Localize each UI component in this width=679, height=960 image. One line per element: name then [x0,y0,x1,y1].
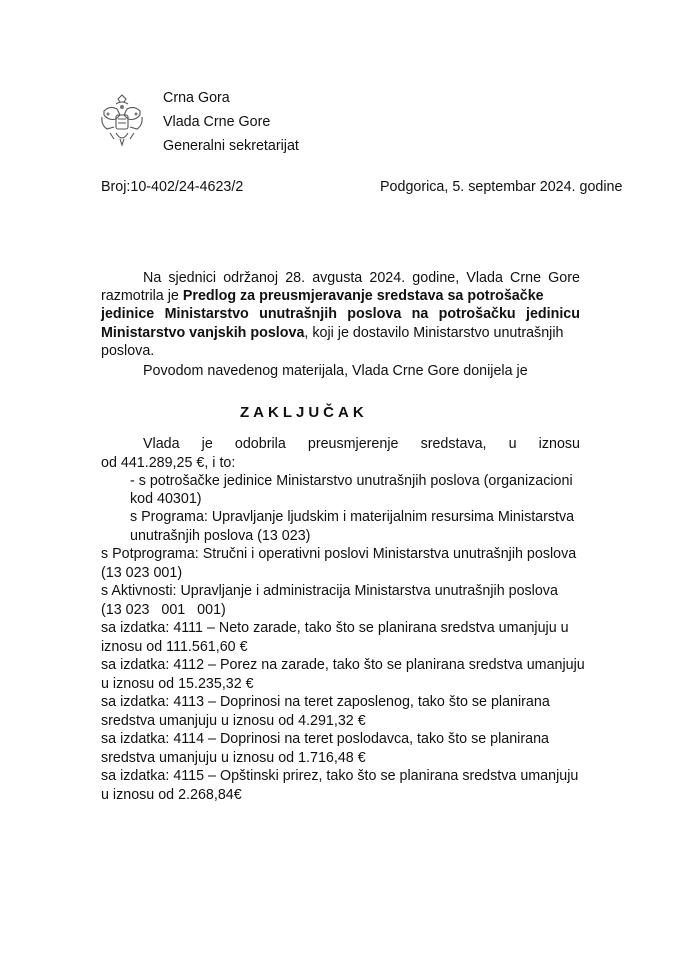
body-line-14: u iznosu od 15.235,32 € [101,676,254,692]
body-line-19: sa izdatka: 4115 – Opštinski prirez, tako što se planirana sredstva umanjuju [101,768,579,784]
body-line-4: kod 40301) [130,491,202,507]
body-line-1: Vlada je odobrila preusmjerenje sredstava, u iznosu [143,436,580,452]
header-government: Vlada Crne Gore [163,114,271,130]
intro-line-3: jedinice Ministarstvo unutrašnjih poslova na potrošačku jedinicu [101,306,580,322]
place-date: Podgorica, 5. septembar 2024. godine [380,179,623,195]
body-line-12: iznosu od 111.561,60 € [101,639,248,655]
body-line-10: (13 023 001 001) [101,602,226,618]
intro-line-1: Na sjednici održanoj 28. avgusta 2024. godine, Vlada Crne Gore [143,270,580,286]
decision-heading: ZAKLJUČAK [240,404,368,421]
body-line-5: s Programa: Upravljanje ljudskim i materijalnim resursima Ministarstva [130,509,575,525]
body-line-6: unutrašnjih poslova (13 023) [130,528,311,544]
header-country: Crna Gora [163,90,230,106]
issuer-header [163,86,299,158]
reference-number: Broj:10-402/24-4623/2 [101,179,244,195]
intro-line-6: Povodom navedenog materijala, Vlada Crne Gore donijela je [143,363,528,379]
body-line-7: s Potprograma: Stručni i operativni poslovi Ministarstva unutrašnjih poslova [101,546,577,562]
header-secretariat: Generalni sekretarijat [163,138,299,154]
body-line-16: sredstva umanjuju u iznosu od 4.291,32 € [101,713,366,729]
body-line-8: (13 023 001) [101,565,183,581]
body-line-20: u iznosu od 2.268,84€ [101,787,242,803]
body-line-17: sa izdatka: 4114 – Doprinosi na teret poslodavca, tako što se planirana [101,731,549,747]
body-line-9: s Aktivnosti: Upravljanje i administracija Ministarstva unutrašnjih poslova [101,583,558,599]
coat-of-arms-icon [96,93,148,147]
body-line-11: sa izdatka: 4111 – Neto zarade, tako što se planirana sredstva umanjuju u [101,620,569,636]
body-line-15: sa izdatka: 4113 – Doprinosi na teret zaposlenog, tako što se planirana [101,694,550,710]
intro-line-4: Ministarstvo vanjskih poslova, koji je dostavilo Ministarstvo unutrašnjih [101,325,564,341]
body-line-3: - s potrošačke jedinice Ministarstvo unutrašnjih poslova (organizacioni [130,473,573,489]
intro-line-5: poslova. [101,343,155,359]
body-line-2: od 441.289,25 €, i to: [101,455,236,471]
body-line-13: sa izdatka: 4112 – Porez na zarade, tako što se planirana sredstva umanjuju [101,657,585,673]
body-line-18: sredstva umanjuju u iznosu od 1.716,48 € [101,750,366,766]
intro-line-2: razmotrila je Predlog za preusmjeravanje sredstava sa potrošačke [101,288,544,304]
